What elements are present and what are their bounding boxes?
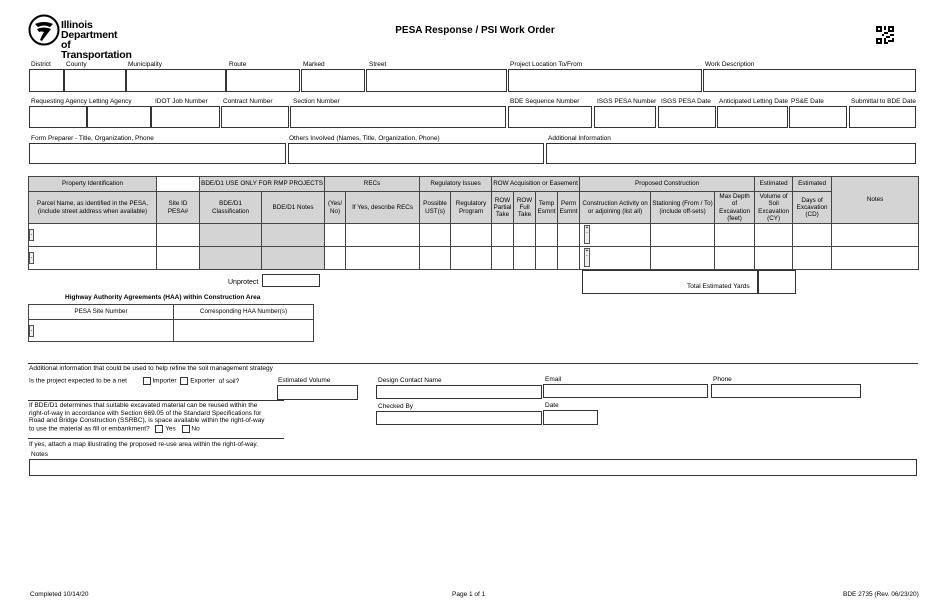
recs-header: RECs [325, 177, 420, 192]
checked-by-field[interactable] [376, 411, 542, 425]
contract-number-label: Contract Number [223, 98, 273, 105]
isgs-pesa-date-label: ISGS PESA Date [661, 98, 711, 105]
date-label: Date [545, 402, 559, 409]
project-location-label: Project Location To/From [510, 61, 583, 68]
isgs-pesa-date-field[interactable] [658, 106, 716, 128]
submittal-date-label: Submittal to BDE Date [851, 98, 917, 105]
notes-field[interactable] [29, 459, 917, 476]
proposed-construction-header: Proposed Construction [580, 177, 755, 192]
bde-sequence-field[interactable] [508, 106, 592, 128]
additional-info-field[interactable] [546, 143, 916, 164]
max-depth-header: Max Depth of Excavation (feet) [715, 192, 755, 224]
reuse-yes-label: Yes [165, 425, 176, 433]
map-note: If yes, attach a map illustrating the proposed re-use area within the right-of-way. [29, 441, 258, 448]
municipality-label: Municipality [128, 61, 162, 68]
importer-label: Importer [152, 377, 177, 385]
total-yards-field[interactable] [758, 270, 796, 294]
net-question-label: Is the project expected to be a net [29, 377, 127, 385]
corresponding-haa-header: Corresponding HAA Number(s) [174, 305, 314, 320]
stepper-row-2[interactable]: + - [584, 248, 590, 267]
reuse-no-label: No [191, 425, 200, 433]
marked-field[interactable] [301, 69, 365, 92]
phone-field[interactable] [711, 384, 861, 398]
anticipated-letting-field[interactable] [717, 106, 788, 128]
design-contact-label: Design Contact Name [378, 377, 442, 384]
section-number-field[interactable] [290, 106, 506, 128]
email-field[interactable] [543, 384, 708, 398]
parcel-name-header: Parcel Name, as identified in the PESA, (include street address when available) [29, 192, 157, 224]
estimated-header-1: Estimated [755, 177, 793, 192]
district-field[interactable] [29, 69, 64, 92]
section-divider [28, 363, 918, 364]
pse-date-field[interactable] [789, 106, 847, 128]
street-label: Street [369, 61, 387, 68]
checked-by-label: Checked By [378, 403, 414, 410]
unprotect-button[interactable] [262, 274, 320, 287]
bde-notes-header: BDE/D1 Notes [262, 192, 325, 224]
page-title: PESA Response / PSI Work Order [395, 25, 555, 36]
site-id-header: Site ID PESA# [157, 192, 200, 224]
property-table [28, 176, 919, 270]
stepper-row-1[interactable]: + - [584, 225, 590, 244]
work-description-label: Work Description [705, 61, 755, 68]
of-soil-label: of soil? [218, 377, 240, 385]
estimated-volume-field[interactable] [277, 385, 358, 400]
qr-code [876, 26, 894, 44]
haa-table [28, 304, 314, 342]
unprotect-label: Unprotect [228, 279, 259, 286]
bde-sequence-label: BDE Sequence Number [510, 98, 580, 105]
bde-classification-header: BDE/D1 Classification [200, 192, 262, 224]
row-partial-header: ROW Partial Take [492, 192, 514, 224]
letting-agency-field[interactable] [87, 106, 151, 128]
contract-number-field[interactable] [221, 106, 289, 128]
form-id: BDE 2735 (Rev. 06/23/20) [843, 591, 919, 598]
row-acquisition-header: ROW Acquisition or Easement [492, 177, 580, 192]
additional-info-label: Additional Information [548, 135, 611, 142]
soil-intro: Additional information that could be used to help refine the soil management strategy [29, 365, 273, 372]
letting-agency-label: Letting Agency [89, 98, 132, 105]
anticipated-letting-label: Anticipated Letting Date [719, 98, 789, 105]
table-row [29, 320, 314, 342]
volume-soil-header: Volume of Soil Excavation (CY) [755, 192, 793, 224]
notes-label: Notes [31, 451, 48, 458]
section-number-label: Section Number [293, 98, 340, 105]
exporter-label: Exporter [190, 377, 215, 385]
county-field[interactable] [64, 69, 126, 92]
submittal-date-field[interactable] [849, 106, 916, 128]
recs-describe-header: If Yes, describe RECs [346, 192, 420, 224]
total-yards-label: Total Estimated Yards [687, 283, 750, 290]
importer-checkbox[interactable] [143, 377, 151, 385]
regulatory-program-header: Regulatory Program [451, 192, 492, 224]
agency-name-line2: of Transportation [61, 39, 132, 61]
idot-job-number-label: IDOT Job Number [155, 98, 208, 105]
form-preparer-field[interactable] [29, 143, 286, 164]
others-involved-field[interactable] [288, 143, 544, 164]
design-contact-field[interactable] [376, 385, 542, 399]
table-row [29, 247, 919, 270]
temp-esmnt-header: Temp Esmnt [536, 192, 558, 224]
reuse-no-checkbox[interactable] [182, 425, 190, 433]
idot-job-number-field[interactable] [151, 106, 220, 128]
requesting-agency-label: Requesting Agency [31, 98, 88, 105]
construction-activity-header: Construction Activity on or adjoining (list all) [580, 192, 651, 224]
page-number: Page 1 of 1 [452, 591, 486, 598]
completed-date: Completed 10/14/20 [30, 591, 89, 598]
regulatory-issues-header: Regulatory Issues [420, 177, 492, 192]
work-description-field[interactable] [703, 69, 916, 92]
days-excavation-header: Days of Excavation (CD) [793, 192, 832, 224]
haa-row-handle[interactable]: - [29, 325, 34, 337]
email-label: Email [545, 376, 562, 383]
bde-use-only-header: BDE/D1 USE ONLY FOR RMP PROJECTS [200, 177, 325, 192]
stationing-header: Stationing (From / To) (include off-sets) [651, 192, 715, 224]
property-identification-header: Property Identification [29, 177, 157, 192]
row-handle-1[interactable]: - [29, 229, 34, 241]
county-label: County [66, 61, 87, 68]
district-label: District [31, 61, 51, 68]
pse-date-label: PS&E Date [791, 98, 824, 105]
notes-header: Notes [832, 177, 919, 224]
phone-label: Phone [713, 376, 732, 383]
pesa-site-number-header: PESA Site Number [29, 305, 174, 320]
route-label: Route [229, 61, 247, 68]
municipality-field[interactable] [126, 69, 226, 92]
estimated-volume-label: Estimated Volume [278, 377, 331, 384]
row-handle-2[interactable]: - [29, 252, 34, 264]
others-involved-label: Others Involved (Names, Title, Organization, Phone) [289, 135, 440, 142]
net-question-row [29, 377, 239, 385]
isgs-pesa-number-label: ISGS PESA Number [597, 98, 657, 105]
reuse-yes-checkbox[interactable] [155, 425, 163, 433]
form-preparer-label: Form Preparer - Title, Organization, Phone [31, 135, 154, 142]
estimated-header-2: Estimated [793, 177, 832, 192]
table-row [29, 224, 919, 247]
isgs-pesa-number-field[interactable] [594, 106, 656, 128]
date-field[interactable] [543, 410, 598, 425]
marked-label: Marked [303, 61, 325, 68]
perm-esmnt-header: Perm Esmnt [558, 192, 580, 224]
yes-no-header: (Yes/ No) [325, 192, 346, 224]
row-full-header: ROW Full Take [514, 192, 536, 224]
route-field[interactable] [226, 69, 300, 92]
possible-ust-header: Possible UST(s) [420, 192, 451, 224]
reuse-question: If BDE/D1 determines that suitable excavated material can be reused within the right-of-way in accordance with Section 669.05 of the Standard Specifications for Road and Bridge Construction (SSRBC), is space available within the right-of-way to use the material as fill or embankment? Yes No [29, 402, 265, 433]
project-location-field[interactable] [508, 69, 702, 92]
exporter-checkbox[interactable] [180, 377, 188, 385]
requesting-agency-field[interactable] [29, 106, 87, 128]
haa-title: Highway Authority Agreements (HAA) within Construction Area [65, 294, 261, 301]
agency-name-line1: Illinois Department [61, 19, 118, 41]
street-field[interactable] [366, 69, 507, 92]
